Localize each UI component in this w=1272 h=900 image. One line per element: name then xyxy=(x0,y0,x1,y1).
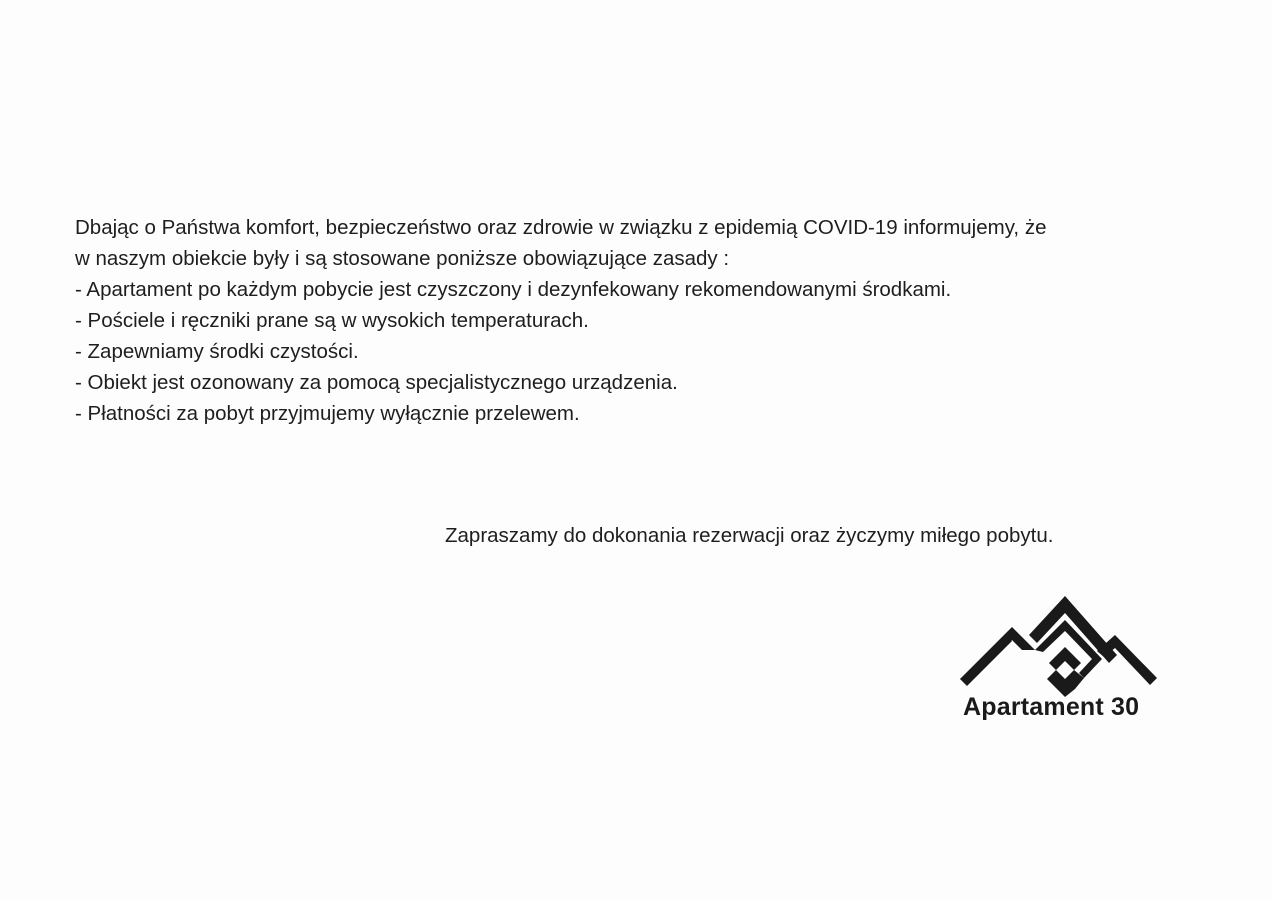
rule-item: - Płatności za pobyt przyjmujemy wyłącznie przelewem. xyxy=(75,402,580,425)
rule-item: - Obiekt jest ozonowany za pomocą specjalistycznego urządzenia. xyxy=(75,371,678,394)
logo-name: Apartament 30 xyxy=(963,693,1140,721)
intro-line: w naszym obiekcie były i są stosowane poniższe obowiązujące zasady : xyxy=(75,247,730,270)
notice-body xyxy=(75,212,1205,429)
rule-item: - Pościele i ręczniki prane są w wysokich temperaturach. xyxy=(75,309,589,332)
roof-mountain-icon xyxy=(957,593,1162,698)
rule-item: - Zapewniamy środki czystości. xyxy=(75,340,359,363)
intro-line: Dbając o Państwa komfort, bezpieczeństwo oraz zdrowie w związku z epidemią COVID-19 informujemy, że xyxy=(75,216,1047,239)
rule-item: - Apartament po każdym pobycie jest czyszczony i dezynfekowany rekomendowanymi środkami. xyxy=(75,278,952,301)
logo xyxy=(955,593,1165,733)
closing-sentence: Zapraszamy do dokonania rezerwacji oraz życzymy miłego pobytu. xyxy=(445,524,1054,547)
